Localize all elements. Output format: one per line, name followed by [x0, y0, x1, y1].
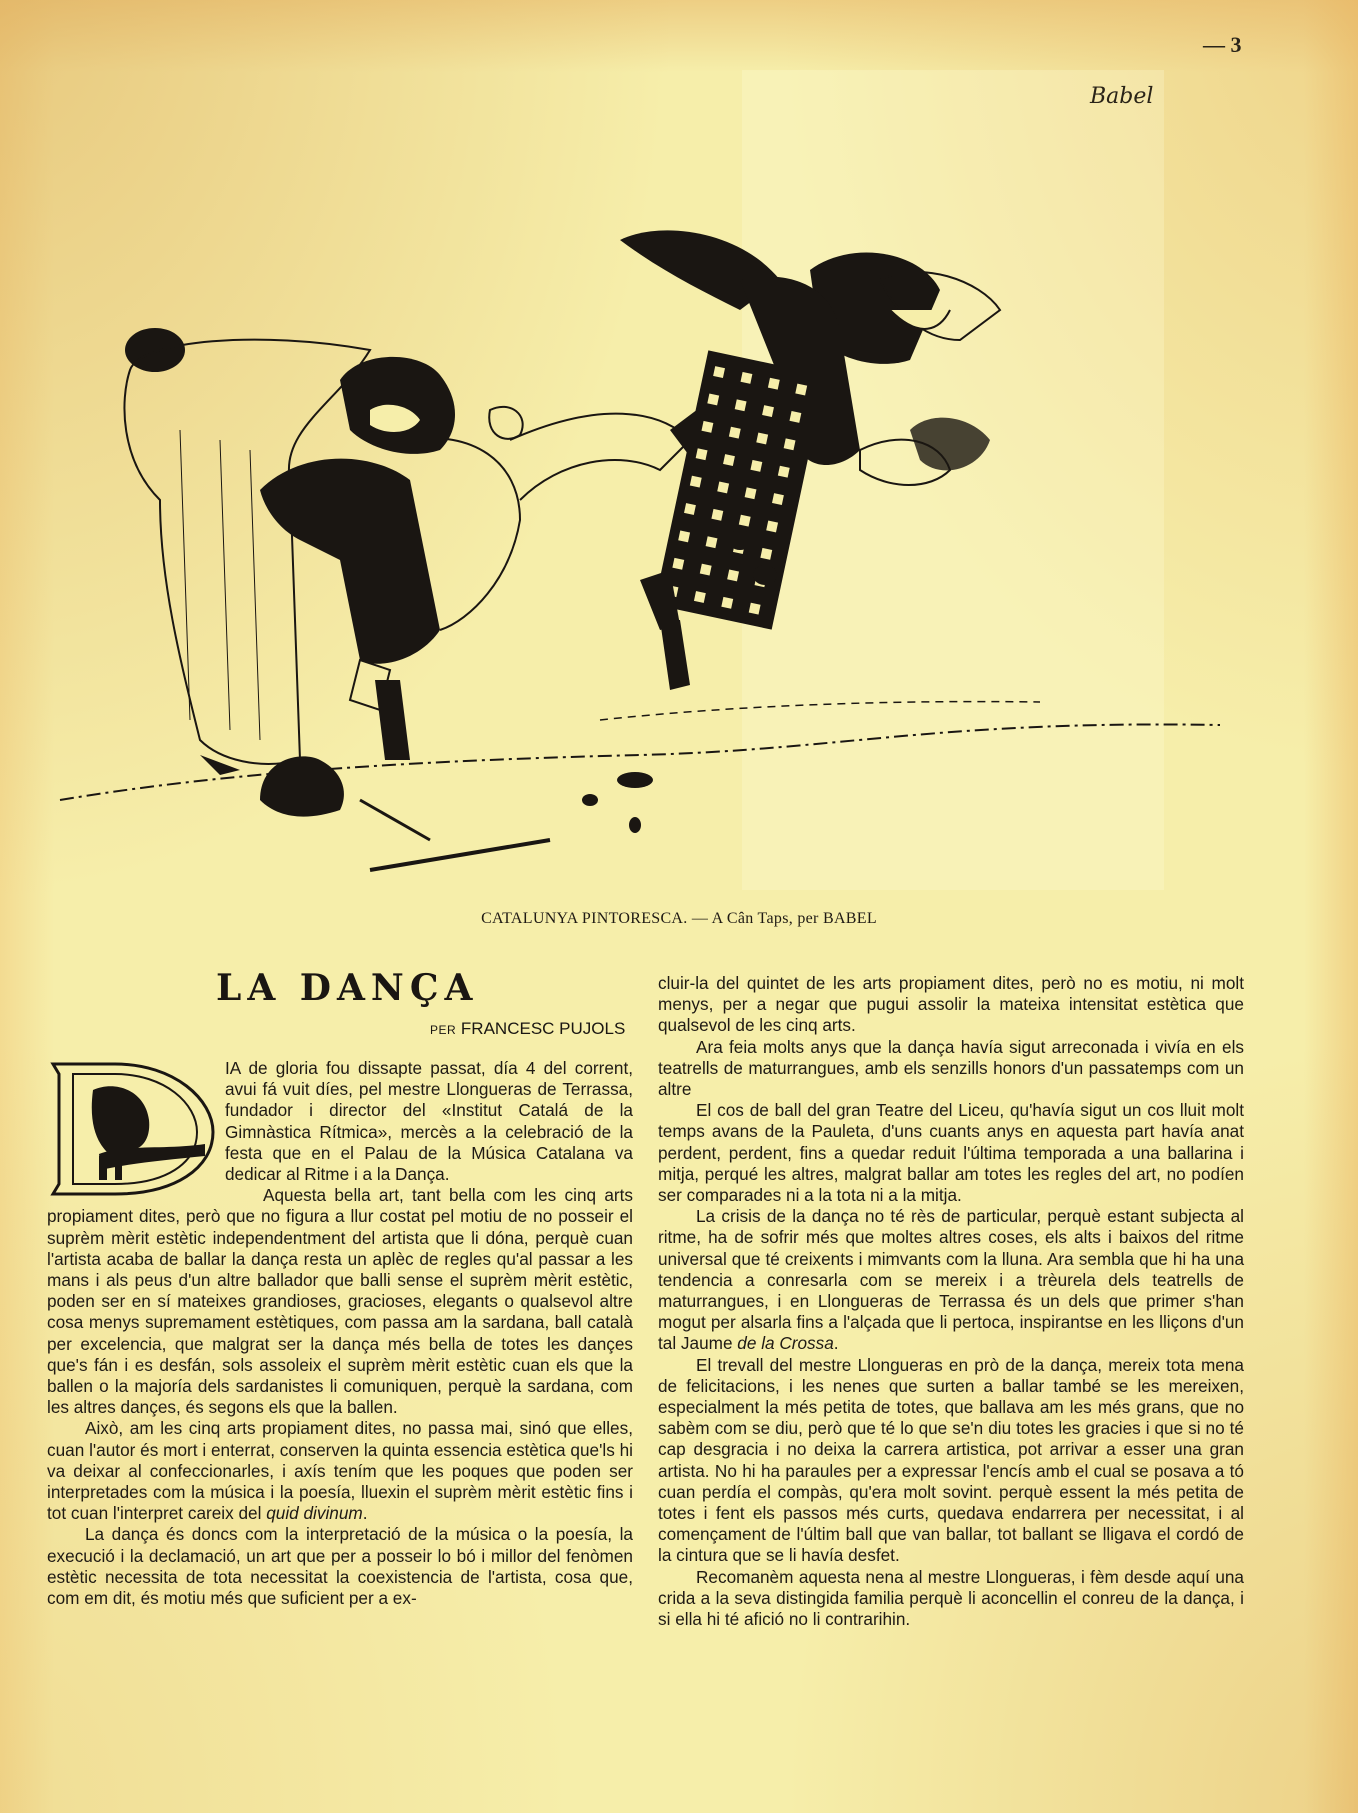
debris: [617, 772, 653, 788]
dropped-stick: [360, 800, 430, 840]
artist-signature: Babel: [1090, 84, 1154, 109]
article-column-left: [47, 1058, 633, 1609]
ground-line: [600, 702, 1040, 720]
byline-prefix: PER: [430, 1023, 457, 1037]
ground-line: [60, 724, 1220, 800]
dropcap-d-icon: [45, 1060, 215, 1198]
paragraph: Aquesta bella art, tant bella com les cinq arts propiament dites, però que no figura a llur costat pel motiu de no posseir el suprèm mèrit estètic independentment del artista que li dóna, perquè cuan l'artista acaba de ballar la dança resta un aplèc de regles qu'al passar a les mans i als peus d'un altre ballador que balli sense el suprèm mèrit estètic, poden ser en sí mateixes grandioses, gracioses, elegants o qualsevol altre cosa menys supremament estètiques, com passa am la sardana, ball català per excelencia, que malgrat ser la dança més bella de totes les dançes que's fán i es desfán, sols assoleix el suprèm mèrit estètic cuan els que la ballen o la majoría dels sardanistes li comuniquen, perquè la sardana, com les altres dançes, és segons els que la ballen.: [47, 1185, 633, 1418]
debris: [728, 530, 752, 550]
paragraph: La dança és doncs com la interpretació de la música o la poesía, la execució i la declamació, un art que per a posseir lo bó i millor del fenòmen estètic necessita de tota necessitat la coexistencia de l'artista, cosa que, com em dit, és motiu més que suficient per a ex-: [47, 1524, 633, 1609]
article-byline: [430, 1019, 625, 1039]
figure-bearded-man: [260, 357, 730, 760]
paragraph: cluir-la del quintet de les arts propiament dites, però no es motiu, ni molt menys, per a negar que pugui assolir la mateixa intensitat estètica que qualsevol de les cinq arts.: [658, 973, 1244, 1036]
byline-author: FRANCESC PUJOLS: [460, 1019, 626, 1038]
debris: [753, 565, 777, 585]
paragraph: IA de gloria fou dissapte passat, día 4 del corrent, avui fá vuit díes, pel mestre Llongueras de Terrassa, fundador i director del «Institut Catalá de la Gimnàstica Rítmica», mercès a la celebració de la festa que en el Palau de la Música Catalana va dedicar al Ritme i a la Dança.: [225, 1058, 633, 1185]
italic-phrase: de la Crossa: [737, 1333, 834, 1354]
paragraph: Recomanèm aquesta nena al mestre Llongueras, i fèm desde aquí una crida a la seva distingida familia perquè li aconcellin el conreu de la dança, i si ella hi té afició no li contrarihin.: [658, 1566, 1244, 1630]
checkered-trousers: [654, 350, 825, 629]
italic-phrase: quid divinum: [266, 1503, 363, 1524]
paragraph: Ara feia molts anys que la dança havía sigut arreconada i vivía en els teatrells de maturrangues, amb els senzills honors d'un passatemps com un altre: [658, 1036, 1244, 1100]
paragraph: Això, am les cinq arts propiament dites, no passa mai, sinó que elles, cuan l'autor és mort i enterrat, conserven la quinta essencia estètica que'ls hi va deixar al confeccionarles, i axís tením que les poques que poden ser interpretades com la música i la poesía, lluexin el suprèm mèrit estètic fins i tot cuan l'interpret careix del quid divinum.: [47, 1418, 633, 1524]
paragraph: La crisis de la dança no té rès de particular, perquè estant subjecta al ritme, ha de sofrir més que moltes altres coses, els alts i baixos del ritme universal que té creixents i mimvants com la lluna. Ara sembla que hi ha una tendencia a conresarla com se mereix i a trèurela dels teatrells de maturrangues, i en Llongueras de Terrassa és un dels que primer s'han mogut per alsarla fins a l'alçada que li pertoca, inspirantse en les lliçons d'un tal Jaume de la Crossa.: [658, 1206, 1244, 1354]
article-column-right: [658, 973, 1244, 1630]
illustration-dancers: [40, 200, 1240, 900]
illustration-caption: CATALUNYA PINTORESCA. — A Cân Taps, per BABEL: [481, 910, 877, 927]
dropped-hat: [260, 756, 344, 816]
article-title: LA DANÇA: [216, 967, 479, 1009]
figure-checkered-dancer: [620, 230, 1000, 690]
paragraph: El trevall del mestre Llongueras en prò de la dança, mereix tota mena de felicitacions, i les nenes que surten a ballar també se les mereixen, especialment la més petita de totes, que ballava am les més grans, que no sabèm com se diu, però que té lo que se'n diu totes les gracies i que si no té cap desgracia i no deixa la carrera artistica, pot arrivar a esser una gran artista. No hi ha paraules per a expressar l'encís amb el cual se posava a tó cuan perdía el compàs, qu'era molt sovint. perquè essent la més petita de totes i fent els passos més curts, quedava endarrera per necessitat, i al començament de l'últim ball que van ballar, tot ballant se lligava el cordó de la cintura que se li havía desfet.: [658, 1354, 1244, 1566]
page-number: — 3: [1203, 32, 1242, 57]
dropped-cane: [370, 840, 550, 870]
paragraph: El cos de ball del gran Teatre del Liceu, qu'havía sigut un cos lluit molt temps avans de la Pauleta, d'uns cuants anys en aquesta part havía anat perdent, perdent, fins a quedar reduit l'última temporada a una ballarina i mitja, perqué les altres, malgrat ballar am totes les regles del art, no podíen ser comparades ni a la tota ni a la mitja.: [658, 1100, 1244, 1206]
debris: [629, 817, 641, 833]
debris: [582, 794, 598, 806]
